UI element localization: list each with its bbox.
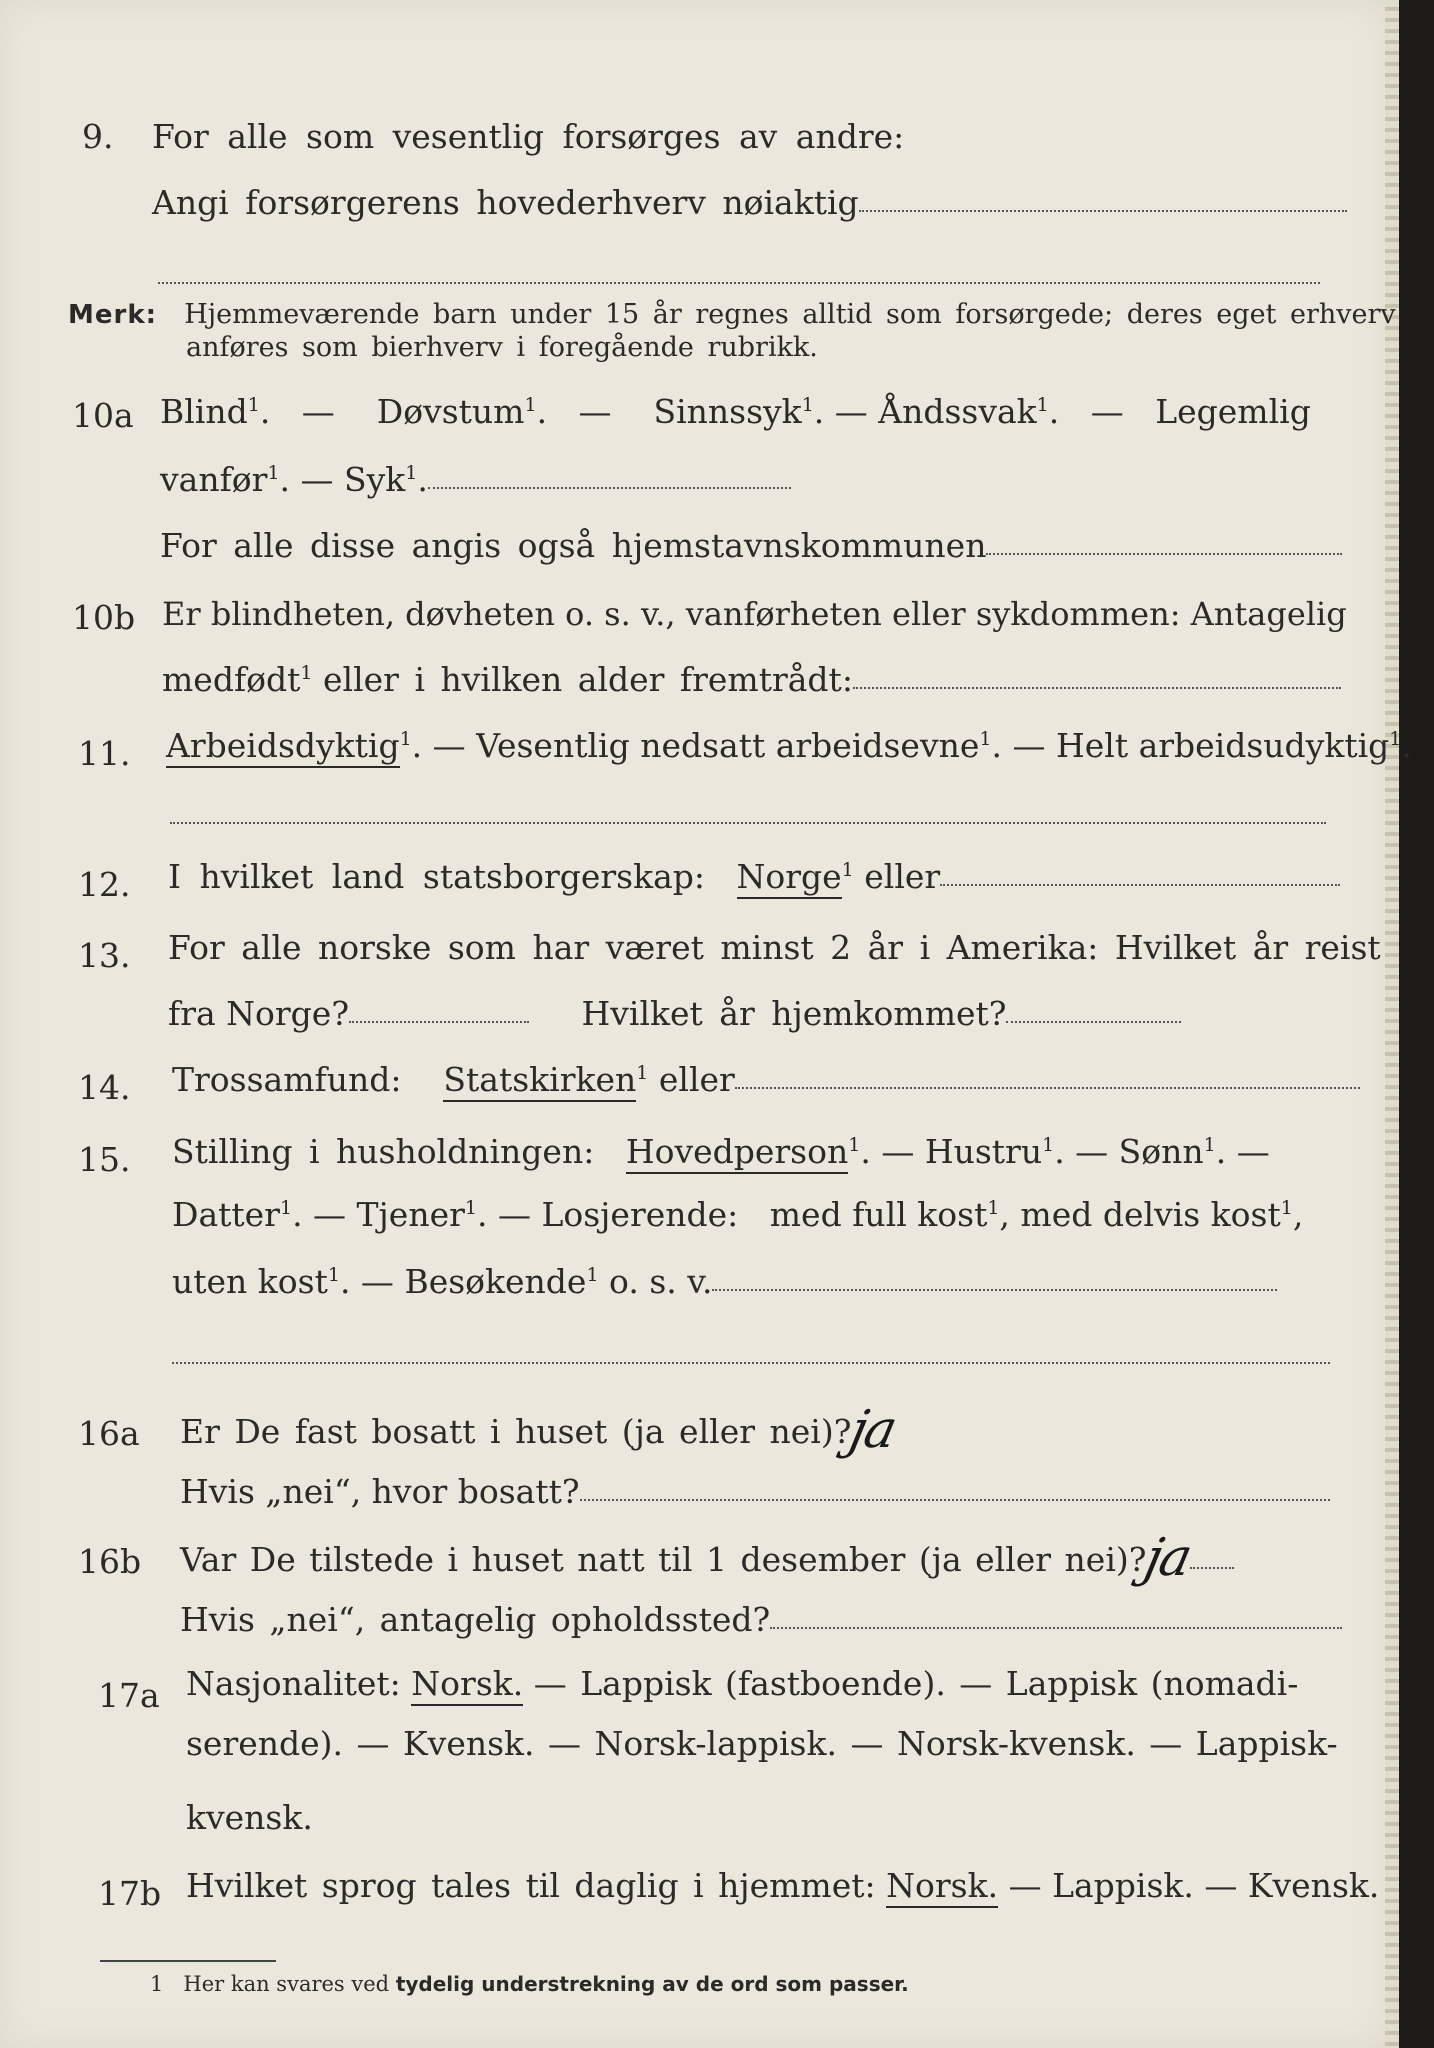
merk-label: Merk: bbox=[68, 300, 158, 330]
q12-answer-field[interactable] bbox=[940, 880, 1340, 886]
footnote-marker: 1 bbox=[987, 1197, 1000, 1219]
footnote-marker: 1 bbox=[279, 1197, 293, 1219]
q14-answer-field[interactable] bbox=[735, 1083, 1360, 1089]
q9-answer-field-2[interactable] bbox=[158, 282, 1320, 284]
q16a-line2 bbox=[180, 1472, 1330, 1512]
q14-eller: eller bbox=[658, 1060, 735, 1099]
q16b-opholdssted-field[interactable] bbox=[770, 1623, 1342, 1629]
q16b-handwritten-answer[interactable]: ja bbox=[1140, 1528, 1196, 1588]
q17a-line1-rest: — Lappisk (fastboende). — Lappisk (nomadi- bbox=[533, 1664, 1299, 1703]
opt-hustru[interactable]: Hustru bbox=[924, 1132, 1043, 1171]
q15-line2: Datter$^1$. — Tjener$^1$. — Losjerende: med full kost$^1$, med delvis kost$^1$, bbox=[172, 1195, 1304, 1234]
q13-line2 bbox=[168, 994, 1181, 1034]
opt-blind[interactable]: Blind bbox=[160, 392, 248, 431]
q13-reist-label: fra Norge? bbox=[168, 994, 350, 1033]
q10b-line1: Er blindheten, døvheten o. s. v., vanførheten eller sykdommen: Antagelig bbox=[162, 595, 1347, 633]
opt-norge[interactable]: Norge bbox=[737, 857, 842, 899]
opt-sinnssyk[interactable]: Sinnssyk bbox=[653, 392, 802, 431]
q17b-number: 17b bbox=[98, 1874, 162, 1913]
opt-nasjonalitet-norsk[interactable]: Norsk. bbox=[411, 1664, 523, 1706]
q10a-answer-field[interactable] bbox=[428, 483, 791, 489]
q16a-number: 16a bbox=[78, 1414, 140, 1453]
q10b-line2 bbox=[162, 660, 1341, 700]
q13-hjemkommet-label: Hvilket år hjemkommet? bbox=[581, 994, 1007, 1033]
q15-line1: Stilling i husholdningen: Hovedperson$^1$. — Hustru$^1$. — Sønn$^1$. — bbox=[172, 1132, 1270, 1172]
q10a-line1: Blind$^1$. — Døvstum$^1$. — Sinnssyk$^1$. — Åndssvak$^1$. — Legemlig bbox=[160, 392, 1311, 431]
q17a-line2: serende). — Kvensk. — Norsk-lappisk. — Norsk-kvensk. — Lappisk- bbox=[186, 1724, 1338, 1763]
footnote-marker: 1 bbox=[300, 662, 313, 684]
footnote-marker: 1 bbox=[848, 1134, 861, 1156]
footnote-marker: 1 bbox=[1280, 1197, 1293, 1219]
opt-besokende[interactable]: Besøkende bbox=[404, 1262, 587, 1301]
opt-arbeidsudyktig[interactable]: Helt arbeidsudyktig bbox=[1055, 726, 1390, 765]
q10b-line2-text: eller i hvilken alder fremtrådt: bbox=[323, 660, 853, 699]
q9-line2 bbox=[152, 183, 1347, 223]
q12-text: I hvilket land statsborgerskap: bbox=[168, 857, 706, 896]
q14-number: 14. bbox=[78, 1068, 131, 1107]
footnote bbox=[150, 1972, 909, 1996]
q12-line bbox=[168, 857, 1340, 897]
q16a-answer-field[interactable] bbox=[580, 1495, 1330, 1501]
footnote-marker: 1 bbox=[247, 394, 260, 416]
q10b-number: 10b bbox=[72, 598, 136, 637]
q17a-line3: kvensk. bbox=[186, 1798, 313, 1837]
opt-nedsatt-arbeidsevne[interactable]: Vesentlig nedsatt arbeidsevne bbox=[476, 726, 980, 765]
opt-sonn[interactable]: Sønn bbox=[1118, 1132, 1204, 1171]
footnote-marker: 1 bbox=[464, 1197, 477, 1219]
opt-full-kost[interactable]: med full kost bbox=[769, 1195, 988, 1234]
q9-line2-text: Angi forsørgerens hovederhverv nøiaktig bbox=[152, 183, 859, 222]
q16b-text: Var De tilstede i huset natt til 1 desember (ja eller nei)? bbox=[180, 1540, 1147, 1579]
q16a-line2-text: Hvis „nei“, hvor bosatt? bbox=[180, 1472, 580, 1511]
merk-text1: Hjemmeværende barn under 15 år regnes alltid som forsørgede; deres eget erhverv bbox=[184, 299, 1396, 330]
q10a-number: 10a bbox=[72, 396, 134, 435]
opt-legemlig[interactable]: Legemlig bbox=[1155, 392, 1311, 431]
footnote-marker: 1 bbox=[399, 728, 412, 750]
footnote-marker: 1 bbox=[1036, 394, 1049, 416]
footnote-bold-text: tydelig understrekning av de ord som passer. bbox=[395, 1972, 909, 1996]
q10a-line2: vanfør$^1$. — Syk$^1$. bbox=[160, 460, 791, 500]
q16b-number: 16b bbox=[78, 1542, 142, 1581]
q10a-hjemstavn-field[interactable] bbox=[986, 549, 1342, 555]
q13-number: 13. bbox=[78, 936, 131, 975]
footnote-marker: 1 bbox=[841, 859, 854, 881]
q17a-line1 bbox=[186, 1664, 1298, 1704]
opt-statskirken[interactable]: Statskirken bbox=[443, 1060, 636, 1102]
q9-line1: For alle som vesentlig forsørges av andre: bbox=[152, 117, 905, 156]
q15-line3: uten kost$^1$. — Besøkende$^1$ o. s. v. bbox=[172, 1262, 1277, 1302]
footnote-marker: 1 bbox=[1389, 728, 1402, 750]
opt-andssvak[interactable]: Åndssvak bbox=[878, 392, 1037, 431]
opt-medfodt[interactable]: medfødt bbox=[162, 660, 301, 699]
opt-sprog-norsk[interactable]: Norsk. bbox=[886, 1866, 998, 1908]
opt-uten-kost[interactable]: uten kost bbox=[172, 1262, 328, 1301]
q11-number: 11. bbox=[78, 734, 131, 773]
merk-note-line1 bbox=[68, 298, 1396, 332]
q17a-label: Nasjonalitet: bbox=[186, 1664, 401, 1703]
opt-hovedperson[interactable]: Hovedperson bbox=[626, 1132, 848, 1174]
footnote-number: 1 bbox=[150, 1972, 164, 1996]
q10a-line3 bbox=[160, 526, 1342, 566]
footnote-marker: 1 bbox=[636, 1062, 649, 1084]
footnote-marker: 1 bbox=[405, 462, 418, 484]
q13-line1: For alle norske som har været minst 2 år i Amerika: Hvilket år reist bbox=[168, 928, 1381, 967]
q16a-line1 bbox=[180, 1400, 901, 1460]
footnote-marker: 1 bbox=[267, 462, 280, 484]
q14-text: Trossamfund: bbox=[172, 1060, 402, 1099]
q11-answer-field[interactable] bbox=[170, 822, 1326, 824]
q16b-answer-field[interactable] bbox=[1190, 1563, 1234, 1569]
merk-note-line2: anføres som bierhverv i foregående rubrikk. bbox=[186, 332, 818, 363]
footnote-text: Her kan svares ved bbox=[183, 1972, 390, 1996]
footnote-marker: 1 bbox=[1042, 1134, 1055, 1156]
q12-eller: eller bbox=[864, 857, 941, 896]
q10a-line3-text: For alle disse angis også hjemstavnskommunen bbox=[160, 526, 987, 565]
q16a-handwritten-answer[interactable]: ja bbox=[845, 1400, 901, 1460]
q16b-line1 bbox=[180, 1528, 1234, 1588]
q16b-line2 bbox=[180, 1600, 1342, 1640]
q17b-rest: — Lappisk. — Kvensk. bbox=[1008, 1866, 1380, 1905]
q13-reist-field[interactable] bbox=[349, 1017, 529, 1023]
opt-syk[interactable]: Syk bbox=[344, 460, 406, 499]
q13-hjemkommet-field[interactable] bbox=[1006, 1017, 1181, 1023]
q15-osv: o. s. v. bbox=[609, 1262, 713, 1301]
q15-answer-field-2[interactable] bbox=[172, 1362, 1330, 1364]
q9-number: 9. bbox=[82, 117, 114, 156]
footnote-marker: 1 bbox=[524, 394, 537, 416]
opt-vanfor[interactable]: vanfør bbox=[160, 460, 268, 499]
opt-datter[interactable]: Datter bbox=[172, 1195, 280, 1234]
footnote-marker: 1 bbox=[801, 394, 814, 416]
q17b-text: Hvilket sprog tales til daglig i hjemmet: bbox=[186, 1866, 876, 1905]
q15-text: Stilling i husholdningen: bbox=[172, 1132, 595, 1171]
footnote-marker: 1 bbox=[327, 1264, 340, 1286]
q15-number: 15. bbox=[78, 1140, 131, 1179]
footnote-marker: 1 bbox=[586, 1264, 599, 1286]
q17a-number: 17a bbox=[98, 1676, 160, 1715]
footnote-marker: 1 bbox=[979, 728, 992, 750]
q16a-text: Er De fast bosatt i huset (ja eller nei)? bbox=[180, 1412, 852, 1451]
q11-line1: Arbeidsdyktig$^1$. — Vesentlig nedsatt arbeidsevne$^1$. — Helt arbeidsudyktig$^1$. bbox=[166, 726, 1412, 766]
footnote-marker: 1 bbox=[1203, 1134, 1216, 1156]
q17b-line bbox=[186, 1866, 1379, 1906]
opt-arbeidsdyktig[interactable]: Arbeidsdyktig bbox=[166, 726, 400, 768]
q14-line bbox=[172, 1060, 1360, 1100]
q15-answer-field[interactable] bbox=[712, 1285, 1277, 1291]
footnote-rule bbox=[100, 1960, 276, 1962]
q16b-line2-text: Hvis „nei“, antagelig opholdssted? bbox=[180, 1600, 771, 1639]
q9-answer-field[interactable] bbox=[859, 206, 1347, 212]
q15-losjerende: Losjerende: bbox=[541, 1195, 739, 1234]
q10b-answer-field[interactable] bbox=[853, 683, 1341, 689]
opt-tjener[interactable]: Tjener bbox=[356, 1195, 465, 1234]
opt-delvis-kost[interactable]: med delvis kost bbox=[1020, 1195, 1281, 1234]
q12-number: 12. bbox=[78, 865, 131, 904]
opt-dovstum[interactable]: Døvstum bbox=[376, 392, 525, 431]
